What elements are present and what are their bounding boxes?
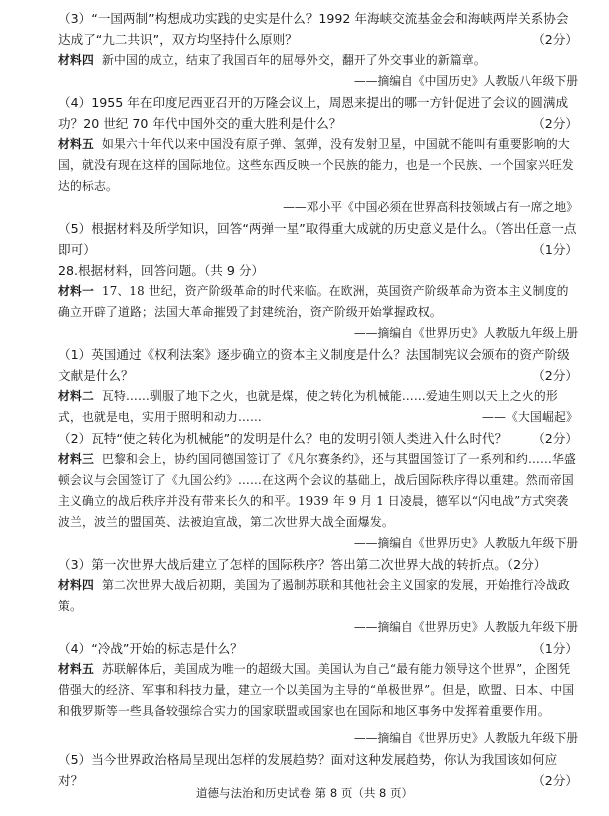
material-label: 材料五 xyxy=(58,662,94,676)
score: （1分） xyxy=(532,242,578,257)
question-3-prc xyxy=(58,8,578,50)
material-text: 苏联解体后，美国成为唯一的超级大国。美国认为自己“最有能力领导这个世界”，企图凭借强大的经济、军事和科技力量，建立一个以美国为主导的“单极世界”。但是，欧盟、日本、中国和俄罗斯等一些具备较强综合实力的国家联盟或国家也在国际和地区事务中发挥着重要作用。 xyxy=(58,662,575,718)
material-text: 新中国的成立，结束了我国百年的屈辱外交，翻开了外交事业的新篇章。 xyxy=(102,53,486,67)
material-label: 材料二 xyxy=(58,389,94,403)
question-2 xyxy=(58,428,578,449)
question-text: （4）1955 年在印度尼西亚召开的万隆会议上，周恩来提出的哪一方针促进了会议的圆满成功？20 世纪 70 年代中国外交的重大胜利是什么？ xyxy=(58,95,569,131)
question-4-prc xyxy=(58,92,578,134)
score: （2分） xyxy=(532,773,578,788)
material-5 xyxy=(58,659,578,722)
score: （2分） xyxy=(532,431,578,446)
question-text: （2）瓦特“使之转化为机械能”的发明是什么？电的发明引领人类进入什么时代？ xyxy=(58,431,508,446)
material-source: ——摘编自《世界历史》人教版九年级下册 xyxy=(353,731,578,745)
material-source: ——《大国崛起》 xyxy=(482,410,578,424)
material-3 xyxy=(58,449,578,533)
question-text: （4）“冷战”开始的标志是什么？ xyxy=(58,641,243,656)
question-text: （5）根据材料及所学知识，回答“两弹一星”取得重大成就的历史意义是什么。（答出任意一点即可） xyxy=(58,221,577,257)
material-4 xyxy=(58,575,578,617)
question-4 xyxy=(58,638,578,659)
material-label: 材料五 xyxy=(58,137,94,151)
material-source: ——摘编自《世界历史》人教版九年级上册 xyxy=(353,326,578,340)
material-label: 材料一 xyxy=(58,284,94,298)
question-1 xyxy=(58,344,578,386)
material-4-prc xyxy=(58,50,578,71)
material-source: ——摘编自《中国历史》人教版八年级下册 xyxy=(353,74,578,88)
score: （2分） xyxy=(532,32,578,47)
exam-page xyxy=(58,8,578,791)
question-text: （1）英国通过《权利法案》逐步确立的资本主义制度是什么？法国制宪议会颁布的资产阶级文献是什么？ xyxy=(58,347,570,383)
material-text: 17、18 世纪，资产阶级革命的时代来临。在欧洲，英国资产阶级革命为资本主义制度的确立开辟了道路；法国大革命摧毁了封建统治，资产阶级开始掌握政权。 xyxy=(58,284,569,319)
question-text: （5）当今世界政治格局呈现出怎样的发展趋势？面对这种发展趋势，你认为我国该如何应对？ xyxy=(58,752,558,788)
material-label: 材料四 xyxy=(58,578,94,592)
page-footer: 道德与法治和历史试卷 第 8 页（共 8 页） xyxy=(196,786,413,800)
score: （2分） xyxy=(532,368,578,383)
question-3: （3）第一次世界大战后建立了怎样的国际秩序？答出第二次世界大战的转折点。（2分） xyxy=(58,557,547,572)
question-28-heading: 28.根据材料，回答问题。（共 9 分） xyxy=(58,263,265,278)
material-text: 如果六十年代以来中国没有原子弹、氢弹，没有发射卫星，中国就不能叫有重要影响的大国，就没有现在这样的国际地位。这些东西反映一个民族的能力，也是一个民族、一个国家兴旺发达的标志。 xyxy=(58,137,574,193)
material-5-prc xyxy=(58,134,578,197)
material-text: 瓦特……驯服了地下之火，也就是煤，使之转化为机械能……爱迪生则以天上之火的形式，也就是电，实用于照明和动力…… xyxy=(58,389,558,424)
question-5-prc xyxy=(58,218,578,260)
material-text: 巴黎和会上，协约国同德国签订了《凡尔赛条约》，还与其盟国签订了一系列和约……华盛顿会议与会国签订了《九国公约》……在这两个会议的基础上，战后国际秩序得以重建。然而帝国主义确立的战后秩序并没有带来长久的和平。1939 年 9 月 1 日凌晨，德军以“闪电战”方式突袭波兰，波兰的盟国英、法被迫宣战，第二次世界大战全面爆发。 xyxy=(58,452,576,529)
material-source: ——邓小平《中国必须在世界高科技领域占有一席之地》 xyxy=(283,200,578,214)
material-label: 材料四 xyxy=(58,53,94,67)
material-text: 第二次世界大战后初期，美国为了遏制苏联和其他社会主义国家的发展，开始推行冷战政策。 xyxy=(58,578,570,613)
material-label: 材料三 xyxy=(58,452,94,466)
material-source: ——摘编自《世界历史》人教版九年级下册 xyxy=(353,620,578,634)
score: （1分） xyxy=(532,641,578,656)
material-2 xyxy=(58,386,578,428)
material-1 xyxy=(58,281,578,323)
question-text: （3）“一国两制”构想成功实践的史实是什么？1992 年海峡交流基金会和海峡两岸关系协会达成了“九二共识”，双方均坚持什么原则？ xyxy=(58,11,569,47)
material-source: ——摘编自《世界历史》人教版九年级下册 xyxy=(353,536,578,550)
score: （2分） xyxy=(532,116,578,131)
